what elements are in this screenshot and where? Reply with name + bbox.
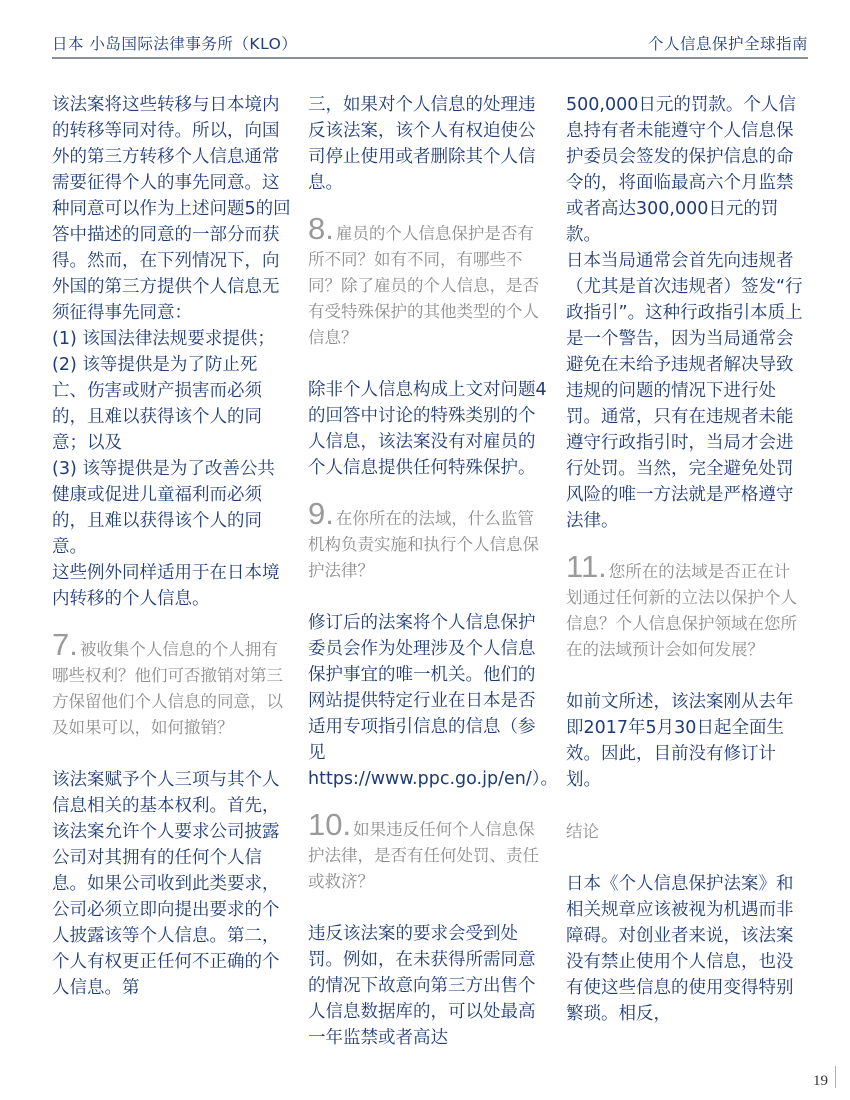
header-guide-title: 个人信息保护全球指南 bbox=[647, 35, 808, 53]
list-item: (1) 该国法律法规要求提供； bbox=[52, 329, 275, 349]
header-firm-name: 日本 小岛国际法律事务所（KLO） bbox=[52, 35, 298, 53]
paragraph: 除非个人信息构成上文对问题4的回答中讨论的特殊类别的个人信息，该法案没有对雇员的个人信息提供任何特殊保护。 bbox=[308, 380, 547, 478]
question-number: 11. bbox=[566, 549, 607, 584]
question-text: 在你所在的法域，什么监管机构负责实施和执行个人信息保护法律？ bbox=[308, 509, 539, 580]
list-item: (2) 该等提供是为了防止死亡、伤害或财产损害而必须的，且难以获得该个人的同意；以及 bbox=[52, 355, 262, 453]
question-text: 雇员的个人信息保护是否有所不同？如有不同，有哪些不同？除了雇员的个人信息，是否有受特殊保护的其他类型的个人信息？ bbox=[308, 224, 539, 347]
paragraph: 修订后的法案将个人信息保护委员会作为处理涉及个人信息保护事宜的唯一机关。他们的网站提供特定行业在日本是否适用专项指引信息的信息（参见https://www.ppc.go.jp/en/）。 bbox=[308, 613, 558, 789]
column-3 bbox=[566, 92, 806, 1027]
question-8 bbox=[308, 211, 548, 351]
list-item: (3) 该等提供是为了改善公共健康或促进儿童福利而必须的，且难以获得该个人的同意。 bbox=[52, 459, 275, 557]
column-1 bbox=[52, 92, 292, 1001]
header-divider bbox=[52, 57, 808, 59]
page-number-divider bbox=[835, 1066, 836, 1088]
paragraph: 日本当局通常会首先向违规者（尤其是首次违规者）签发“行政指引”。这种行政指引本质上是一个警告，因为当局通常会避免在未给予违规者解决导致违规的问题的情况下进行处罚。通常，只有在违规者未能遵守行政指引时，当局才会进行处罚。当然，完全避免处罚风险的唯一方法就是严格遵守法律。 bbox=[566, 251, 803, 531]
page-number: 19 bbox=[813, 1073, 828, 1089]
question-number: 7. bbox=[52, 627, 78, 662]
paragraph: 该法案将这些转移与日本境内的转移等同对待。所以，向国外的第三方转移个人信息通常需要征得个人的事先同意。这种同意可以作为上述问题5的回答中描述的同意的一部分而获得。然而，在下列情况下，向外国的第三方提供个人信息无须征得事先同意： bbox=[52, 95, 291, 323]
question-number: 9. bbox=[308, 496, 334, 531]
paragraph: 500,000日元的罚款。个人信息持有者未能遵守个人信息保护委员会签发的保护信息的命令的，将面临最高六个月监禁或者高达300,000日元的罚款。 bbox=[566, 95, 796, 245]
question-9 bbox=[308, 496, 548, 584]
question-number: 10. bbox=[308, 807, 352, 842]
paragraph: 这些例外同样适用于在日本境内转移的个人信息。 bbox=[52, 563, 280, 609]
question-number: 8. bbox=[308, 211, 334, 246]
paragraph: 该法案赋予个人三项与其个人信息相关的基本权利。首先，该法案允许个人要求公司披露公司对其拥有的任何个人信息。如果公司收到此类要求，公司必须立即向提出要求的个人披露该等个人信息。第二，个人有权更正任何不正确的个人信息。第 bbox=[52, 770, 280, 998]
paragraph: 日本《个人信息保护法案》和相关规章应该被视为机遇而非障碍。对创业者来说，该法案没有禁止使用个人信息，也没有使这些信息的使用变得特别繁琐。相反， bbox=[566, 874, 794, 1024]
question-text: 被收集个人信息的个人拥有哪些权利？他们可否撤销对第三方保留他们个人信息的同意，以及如果可以，如何撤销？ bbox=[52, 640, 283, 737]
page-header bbox=[52, 30, 808, 58]
question-text: 您所在的法域是否正在计划通过任何新的立法以保护个人信息？个人信息保护领域在您所在的法域预计会如何发展？ bbox=[566, 562, 797, 659]
column-2 bbox=[308, 92, 558, 1051]
question-11 bbox=[566, 549, 806, 663]
section-heading: 结论 bbox=[566, 822, 599, 841]
paragraph: 如前文所述，该法案刚从去年即2017年5月30日起全面生效。因此，目前没有修订计划。 bbox=[566, 692, 794, 790]
paragraph: 三，如果对个人信息的处理违反该法案，该个人有权迫使公司停止使用或者删除其个人信息。 bbox=[308, 95, 536, 193]
question-10 bbox=[308, 807, 548, 895]
paragraph: 违反该法案的要求会受到处罚。例如，在未获得所需同意的情况下故意向第三方出售个人信息数据库的，可以处最高一年监禁或者高达 bbox=[308, 924, 536, 1048]
question-text: 如果违反任何个人信息保护法律，是否有任何处罚、责任或救济？ bbox=[308, 820, 539, 891]
question-7 bbox=[52, 627, 292, 741]
